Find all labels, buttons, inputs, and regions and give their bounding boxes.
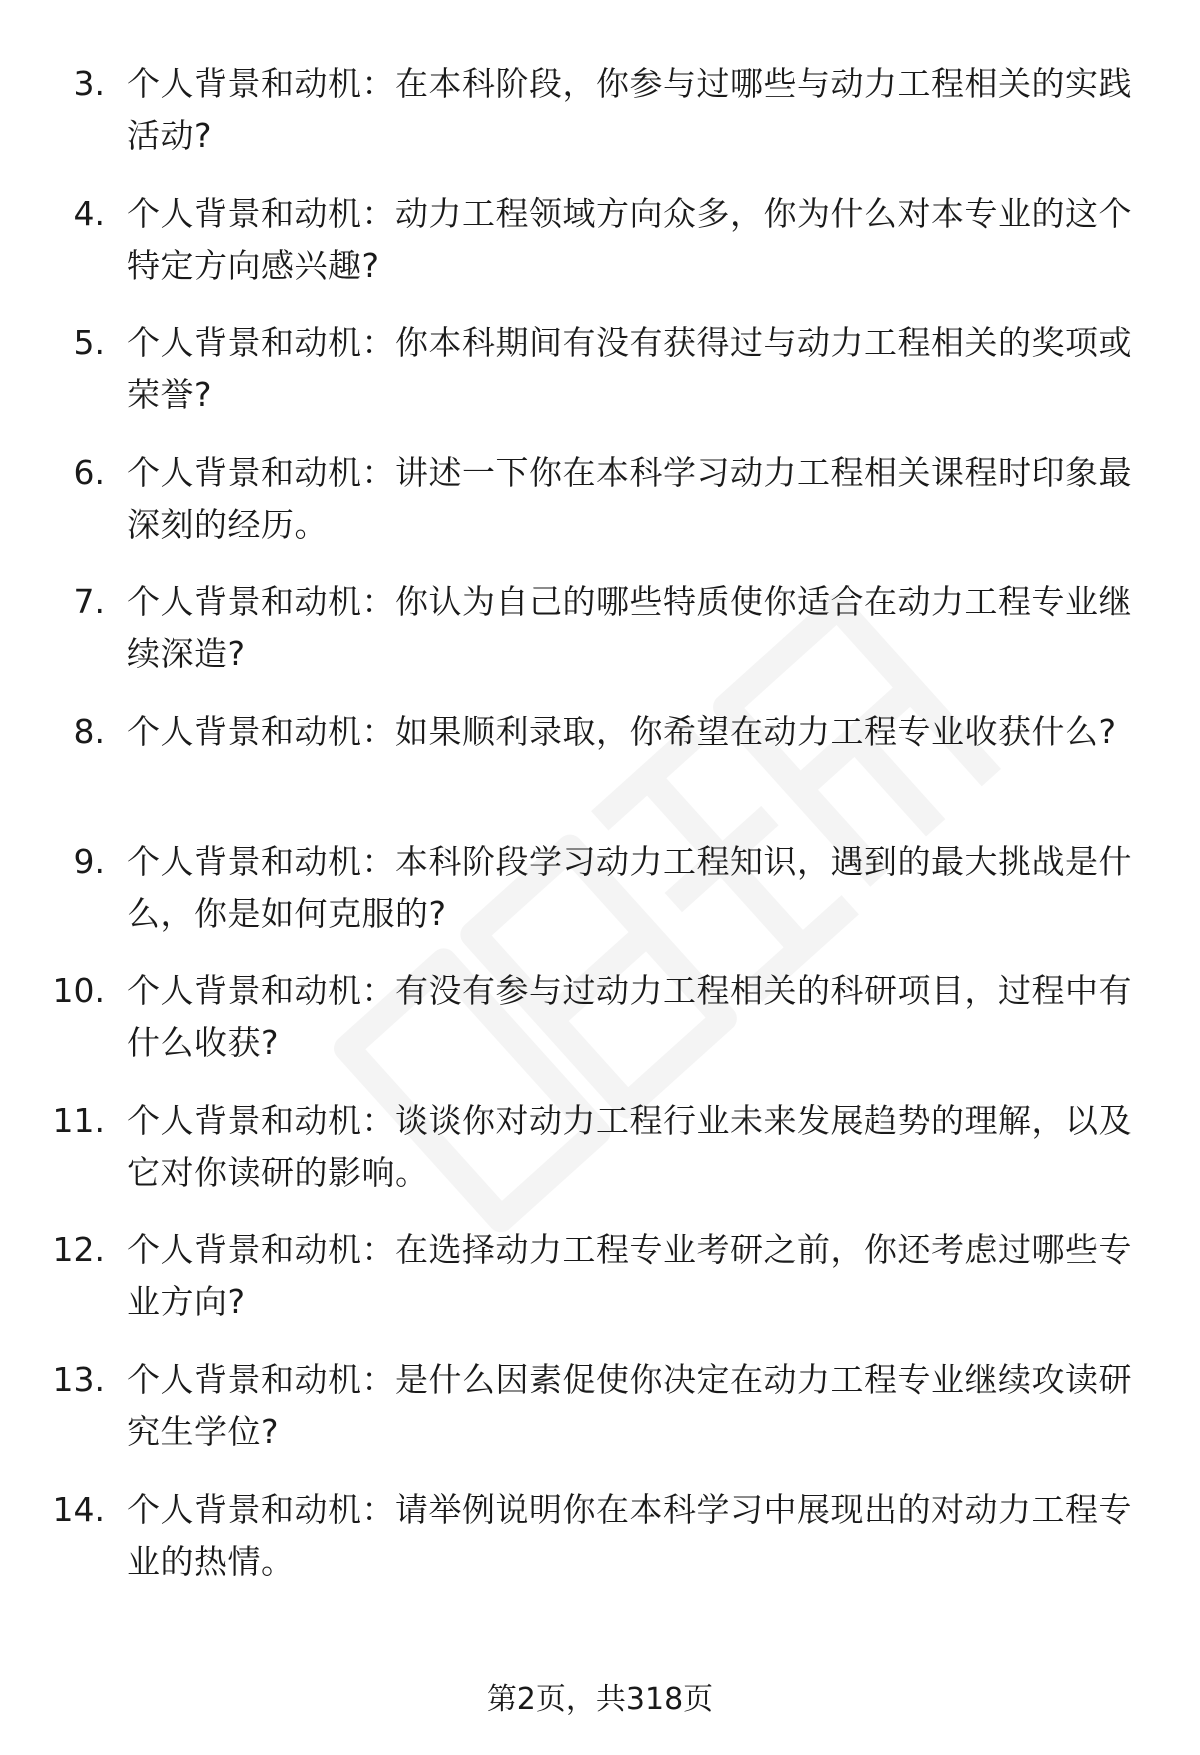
question-text: 个人背景和动机：你认为自己的哪些特质使你适合在动力工程专业继续深造?: [127, 582, 1132, 674]
page-footer: 第2页，共318页: [486, 1682, 714, 1717]
question-number: 6.: [73, 452, 105, 492]
question-text: 个人背景和动机：讲述一下你在本科学习动力工程相关课程时印象最深刻的经历。: [127, 452, 1132, 544]
list-item: [0, 1478, 1200, 1608]
question-text: 个人背景和动机：有没有参与过动力工程相关的科研项目，过程中有什么收获?: [127, 971, 1132, 1063]
question-number: 14.: [52, 1489, 105, 1529]
question-number: 8.: [73, 711, 105, 751]
question-text: 个人背景和动机：在本科阶段，你参与过哪些与动力工程相关的实践活动?: [127, 64, 1132, 155]
list-item: [0, 700, 1200, 830]
question-number: 10.: [52, 971, 105, 1011]
list-item: [0, 1218, 1200, 1348]
list-item: [0, 182, 1200, 312]
list-item: [0, 830, 1200, 960]
question-number: 11.: [52, 1100, 105, 1140]
question-text: 个人背景和动机：动力工程领域方向众多，你为什么对本专业的这个特定方向感兴趣?: [127, 193, 1132, 285]
question-text: 个人背景和动机：本科阶段学习动力工程知识，遇到的最大挑战是什么，你是如何克服的?: [127, 841, 1132, 933]
question-number: 3.: [73, 64, 105, 103]
question-number: 5.: [73, 323, 105, 363]
list-item: [0, 311, 1200, 441]
question-number: 4.: [73, 193, 105, 233]
question-text: 个人背景和动机：你本科期间有没有获得过与动力工程相关的奖项或荣誉?: [127, 323, 1132, 415]
question-text: 个人背景和动机：谈谈你对动力工程行业未来发展趋势的理解，以及它对你读研的影响。: [127, 1100, 1132, 1192]
list-item: [0, 441, 1200, 571]
question-number: 7.: [73, 582, 105, 622]
question-text: 个人背景和动机：请举例说明你在本科学习中展现出的对动力工程专业的热情。: [127, 1489, 1132, 1581]
question-number: 13.: [52, 1359, 105, 1399]
list-item: [0, 1089, 1200, 1219]
question-list: [0, 52, 1200, 1607]
question-number: 12.: [52, 1230, 105, 1270]
question-number: 9.: [73, 841, 105, 881]
question-text: 个人背景和动机：在选择动力工程专业考研之前，你还考虑过哪些专业方向?: [127, 1230, 1132, 1322]
list-item: [0, 1348, 1200, 1478]
list-item: [0, 52, 1200, 182]
list-item: [0, 959, 1200, 1089]
question-text: 个人背景和动机：如果顺利录取，你希望在动力工程专业收获什么?: [127, 711, 1117, 751]
list-item: [0, 570, 1200, 700]
question-text: 个人背景和动机：是什么因素促使你决定在动力工程专业继续攻读研究生学位?: [127, 1359, 1132, 1451]
